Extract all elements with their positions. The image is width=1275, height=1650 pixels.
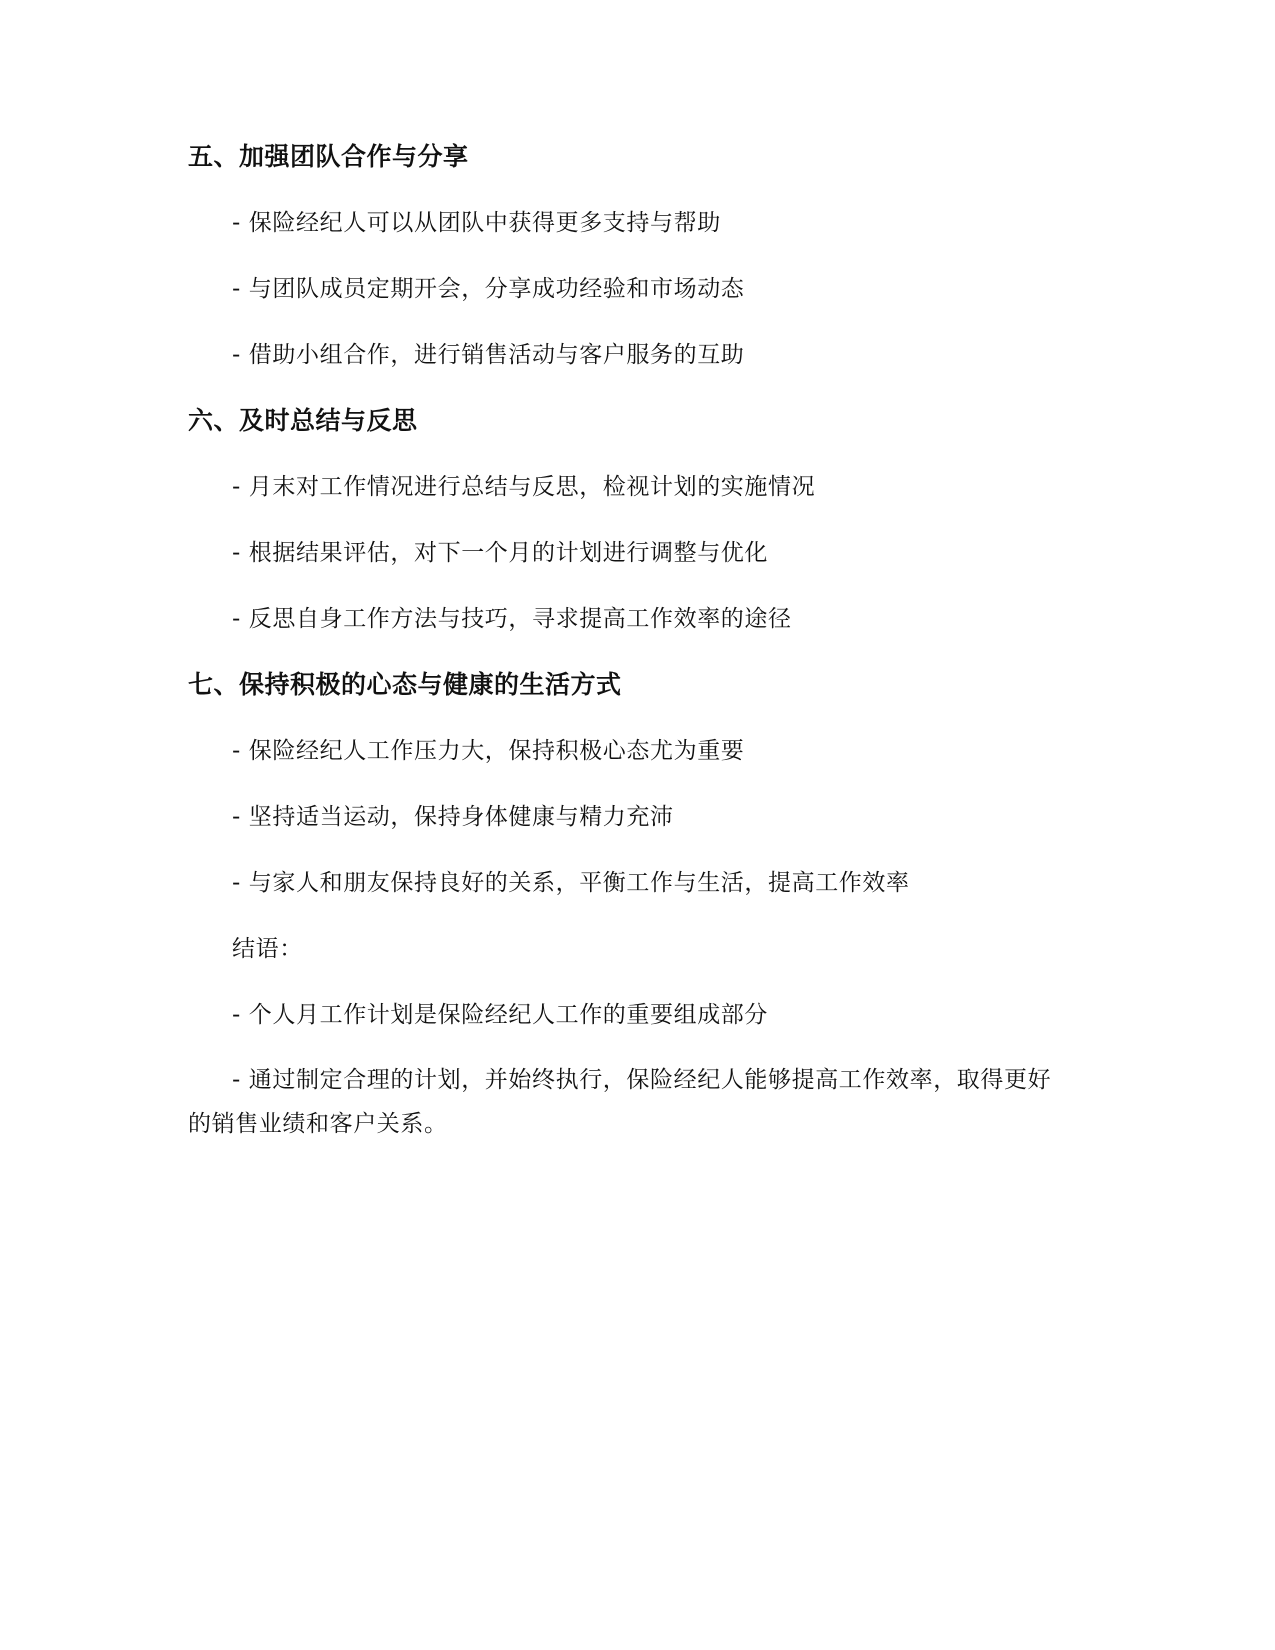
conclusion-label: 结语： (232, 936, 303, 962)
conclusion-item-2: - 通过制定合理的计划，并始终执行，保险经纪人能够提高工作效率，取得更好的销售业绩和客户关系。 (188, 1067, 1052, 1137)
section-6-item-1: - 月末对工作情况进行总结与反思，检视计划的实施情况 (232, 474, 816, 500)
section-6-item-2: - 根据结果评估，对下一个月的计划进行调整与优化 (232, 540, 769, 566)
section-heading-5: 五、加强团队合作与分享 (188, 142, 469, 171)
section-7-item-3: - 与家人和朋友保持良好的关系，平衡工作与生活，提高工作效率 (232, 870, 910, 896)
conclusion-item-1: - 个人月工作计划是保险经纪人工作的重要组成部分 (232, 1002, 769, 1028)
section-heading-7: 七、保持积极的心态与健康的生活方式 (188, 670, 622, 699)
section-6-item-3: - 反思自身工作方法与技巧，寻求提高工作效率的途径 (232, 606, 792, 632)
document-body (188, 140, 1068, 1146)
section-heading-6: 六、及时总结与反思 (188, 406, 418, 435)
section-7-item-1: - 保险经纪人工作压力大，保持积极心态尤为重要 (232, 738, 745, 764)
section-5-item-1: - 保险经纪人可以从团队中获得更多支持与帮助 (232, 210, 721, 236)
section-5-item-3: - 借助小组合作，进行销售活动与客户服务的互助 (232, 342, 745, 368)
section-7-item-2: - 坚持适当运动，保持身体健康与精力充沛 (232, 804, 674, 830)
section-5-item-2: - 与团队成员定期开会，分享成功经验和市场动态 (232, 276, 745, 302)
